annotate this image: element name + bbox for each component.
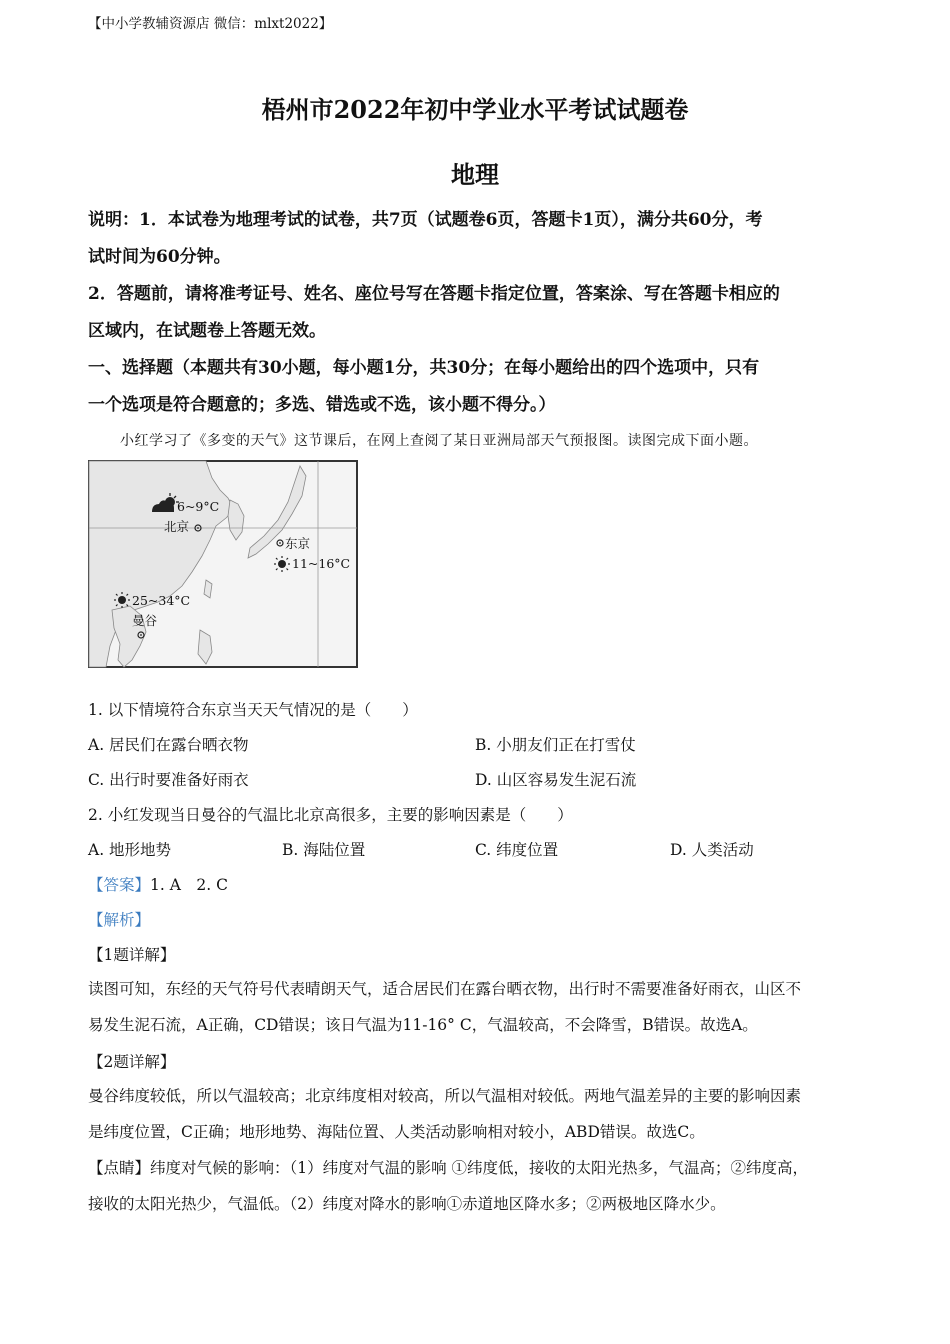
tip-line-1: 【点睛】纬度对气候的影响：（1）纬度对气温的影响 ①纬度低，接收的太阳光热多，气温高；②纬度高，: [88, 1159, 809, 1177]
document-title: 梧州市2022年初中学业水平考试试题卷: [261, 95, 689, 124]
question-1-option-b: B. 小朋友们正在打雪仗: [475, 736, 636, 754]
question-2-option-c: C. 纬度位置: [475, 841, 559, 859]
bangkok-temp: 25~34°C: [132, 593, 191, 608]
tip-label: 【点睛】: [88, 1159, 151, 1177]
question-2-option-d: D. 人类活动: [670, 841, 754, 859]
answer-label: 【答案】: [88, 876, 151, 894]
question-2-option-b: B. 海陆位置: [282, 841, 366, 859]
weather-map: [88, 460, 358, 668]
beijing-label: 北京: [164, 519, 190, 534]
analysis-label: 【解析】: [88, 911, 151, 929]
tokyo-label: 东京: [285, 536, 311, 551]
question-1-option-a: A. 居民们在露台晒衣物: [88, 736, 249, 754]
question-intro: 小红学习了《多变的天气》这节课后，在网上查阅了某日亚洲局部天气预报图。读图完成下面小题。: [120, 433, 758, 449]
detail-2-label: 【2题详解】: [88, 1053, 176, 1071]
subject-title: 地理: [451, 160, 499, 189]
instructions: [88, 202, 868, 350]
detail-1-text: [88, 971, 868, 1043]
detail-1-line-1: 读图可知，东经的天气符号代表晴朗天气，适合居民们在露台晒衣物，出行时不需要准备好雨衣，山区不: [88, 980, 802, 998]
section-line-1: 一、选择题（本题共有30小题，每小题1分，共30分；在每小题给出的四个选项中，只有: [88, 358, 760, 378]
beijing-temp: 6~9°C: [177, 499, 220, 514]
tokyo-temp: 11~16°C: [292, 556, 351, 571]
section-line-2: 一个选项是符合题意的；多选、错选或不选，该小题不得分。）: [88, 395, 556, 415]
instructions-line-3: 2．答题前，请将准考证号、姓名、座位号写在答题卡指定位置，答案涂、写在答题卡相应的: [88, 284, 780, 304]
question-2-stem: 2. 小红发现当日曼谷的气温比北京高很多，主要的影响因素是（ ）: [88, 806, 573, 824]
question-2-option-a: A. 地形地势: [88, 841, 172, 859]
detail-1-line-2: 易发生泥石流，A正确，CD错误；该日气温为11-16° C，气温较高，不会降雪，B错误。故选A。: [88, 1016, 758, 1034]
header-note: 【中小学教辅资源店 微信：mlxt2022】: [88, 16, 333, 32]
question-1-option-c: C. 出行时要准备好雨衣: [88, 771, 249, 789]
question-1-stem: 1. 以下情境符合东京当天天气情况的是（ ）: [88, 701, 418, 719]
instructions-line-1: 说明：1．本试卷为地理考试的试卷，共7页（试题卷6页，答题卡1页），满分共60分，考: [88, 210, 763, 230]
detail-2-line-2: 是纬度位置，C正确；地形地势、海陆位置、人类活动影响相对较小，ABD错误。故选C。: [88, 1123, 705, 1141]
answer-line: [88, 873, 228, 895]
detail-1-label: 【1题详解】: [88, 946, 176, 964]
section-heading: [88, 350, 868, 424]
instructions-line-2: 试时间为60分钟。: [88, 247, 231, 267]
tip-line-2: 接收的太阳光热少，气温低。（2）纬度对降水的影响①赤道地区降水多；②两极地区降水少。: [88, 1195, 726, 1213]
detail-2-text: [88, 1078, 868, 1150]
detail-2-line-1: 曼谷纬度较低，所以气温较高；北京纬度相对较高，所以气温相对较低。两地气温差异的主要的影响因素: [88, 1087, 802, 1105]
tip-text: [88, 1150, 868, 1222]
question-1-option-d: D. 山区容易发生泥石流: [475, 771, 637, 789]
instructions-line-4: 区域内，在试题卷上答题无效。: [88, 321, 326, 341]
bangkok-label: 曼谷: [132, 613, 158, 628]
answer-value: 1. A 2. C: [150, 876, 229, 894]
